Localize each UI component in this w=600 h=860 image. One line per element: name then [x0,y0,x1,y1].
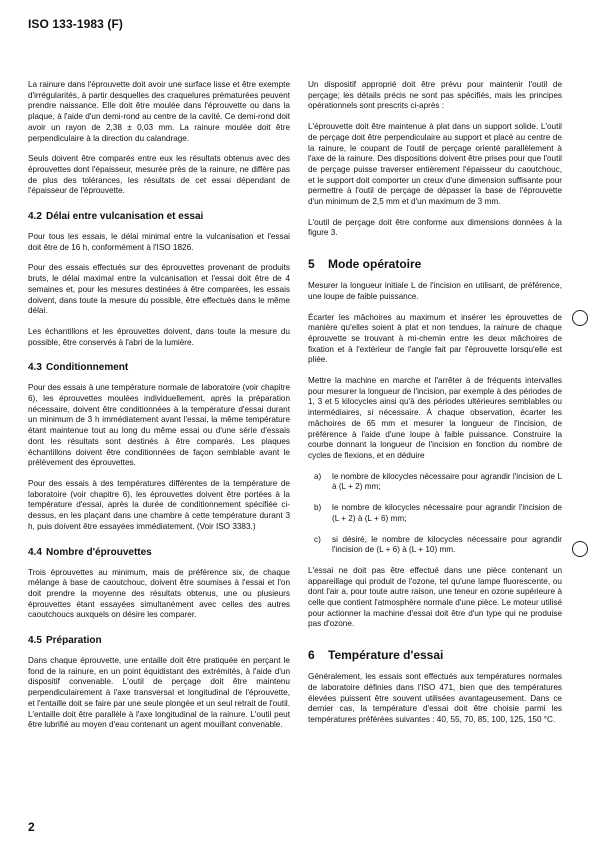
paragraph: Un dispositif approprié doit être prévu pour maintenir l'outil de perçage; les détails précis ne sont pas spécifiés, mais les principes opérationnels sont prescrits ci-après : [308,80,562,111]
paragraph: Pour des essais effectués sur des éprouvettes provenant de produits bruts, le délai maximal entre la vulcanisation et l'essai doit être de 4 semaines et, pour les mesures destinées à être comparées, les essais doivent, dans toute la mesure du possible, être effectués dans le même délai. [28,263,290,316]
list-text: si désiré, le nombre de kilocycles nécessaire pour agrandir l'incision de (L + 6) à (L + 10) mm. [332,534,562,555]
paragraph: Les échantillons et les éprouvettes doivent, dans toute la mesure du possible, être conservés à l'abri de la lumière. [28,326,290,347]
punch-hole-icon [572,310,588,326]
section-title: Nombre d'éprouvettes [46,546,152,558]
section-heading-5 [308,257,562,271]
section-number: 5 [308,257,315,272]
paragraph: Seuls doivent être comparés entre eux les résultats obtenus avec des éprouvettes dont l'épaisseur, mesurée près de la rainure, ne diffère pas de plus des tolérances, les résultats de cet essai dépendant de l'épaisseur de l'éprouvette. [28,154,290,196]
section-heading-6 [308,648,562,662]
section-title: Délai entre vulcanisation et essai [46,211,204,223]
paragraph: Trois éprouvettes au minimum, mais de préférence six, de chaque mélange à base de caoutchouc, doivent être soumises à l'essai et l'on doit prendre la moyenne des résultats obtenus, une ou plusieurs éprouvettes étant essayées simultanément avec celles des autres caoutchoucs auxquels on désire les comparer. [28,567,290,620]
page-number: 2 [28,820,35,834]
list-marker: b) [314,503,322,513]
paragraph: Écarter les mâchoires au maximum et insérer les éprouvettes de manière qu'elles soient à plat et non tendues, la rainure de chaque éprouvette se trouvant à mi-chemin entre les deux mâchoires de fixation et à l'extérieur de l'angle fait par l'éprouvette lorsqu'elle est pliée. [308,312,562,365]
section-number: 4.3 [28,362,42,374]
list-text: le nombre de kilocycles nécessaire pour agrandir l'incision de L à (L + 2) mm; [332,471,562,492]
section-number: 4.2 [28,211,42,223]
list-marker: a) [314,471,322,481]
paragraph: Généralement, les essais sont effectués aux températures normales de laboratoire définies dans l'ISO 471, bien que des températures élevées puissent être souvent utilisées avantageusement. Dans ce dernier cas, la température d'essai doit être choisie parmi les températures préférées suivantes : 40, 55, 70, 85, 100, 125, 150 °C. [308,672,562,724]
list-item-a [308,472,562,493]
section-title: Mode opératoire [328,257,422,272]
punch-hole-icon [572,541,588,557]
list-marker: c) [314,534,321,544]
paragraph: L'essai ne doit pas être effectué dans une pièce contenant un appareillage qui produit de l'ozone, tel qu'une lampe fluorescente, ou dont l'air a, pour toute autre raison, une teneur en ozone supérieure à celle que contient l'atmosphère normale d'une pièce. Le moteur utilisé pour actionner la machine d'essai doit être d'un type qui ne produise pas d'ozone. [308,565,562,629]
section-heading-4-5 [28,635,290,647]
paragraph: La rainure dans l'éprouvette doit avoir une surface lisse et être exempte d'irrégularités, à partir desquelles des craquelures prématurées peuvent prendre naissance. Elle doit être moulée dans l'éprouvette ou dans la plaque, à l'aide d'un demi-rond au centre de la cavité. Ce demi-rond doit avoir un rayon de 2,38 ± 0,03 mm. La rainure moulée doit être perpendiculaire à la direction du calandrage. [28,80,290,143]
paragraph: Pour des essais à une température normale de laboratoire (voir chapitre 6), les éprouvettes moulées individuellement, après la préparation nécessaire, doivent être conditionnées à la température d'essai durant un minimum de 3 h immédiatement avant l'essai, la même température étant maintenue tout au long du même essai ou d'une série d'essais dont les résultats sont destinés à être comparés. Les plaques échantillons doivent être conditionnées de façon semblable avant le prélèvement des éprouvettes. [28,383,290,468]
section-heading-4-3 [28,362,290,374]
section-heading-4-2 [28,211,290,223]
paragraph: Pour tous les essais, le délai minimal entre la vulcanisation et l'essai doit être de 16 h, conformément à l'ISO 1826. [28,232,290,252]
paragraph: Mettre la machine en marche et l'arrêter à de fréquents intervalles pour mesurer la longueur de l'incision, par exemple à des périodes de 1, 3 et 5 kilocycles ainsi qu'à des périodes ultérieures semblables ou intermédiaires, si nécessaire. À chaque observation, écarter les mâchoires de 65 mm et mesurer la longueur de l'incision, de préférence à l'aide d'une loupe à faible puissance. Construire la courbe donnant la longueur de l'incision en fonction du nombre de cycles de flexions, et en déduire [308,376,562,460]
section-title: Préparation [46,635,102,647]
paragraph: Pour des essais à des températures différentes de la température de laboratoire (voir chapitre 6), les éprouvettes doivent être portées à la température d'essai, après la durée de conditionnement spécifiée ci-dessus, en les plaçant dans une chambre à cette température durant 3 h, puis doivent être essayées immédiatement. (Voir ISO 3383.) [28,478,290,531]
paragraph: Mesurer la longueur initiale L de l'incision en utilisant, de préférence, une loupe de faible puissance. [308,281,562,301]
left-column [28,80,290,741]
section-title: Conditionnement [46,362,129,374]
list-item-c [308,535,562,556]
paragraph: Dans chaque éprouvette, une entaille doit être pratiquée en perçant le fond de la rainure, en un point équidistant des extrémités, à l'aide d'un dispositif convenable. L'outil de perçage doit être maintenu perpendiculairement à l'axe transversal et longitudinal de l'éprouvette, et l'entaille doit se faire par une seule plongée et un seul retrait de l'outil. L'entaille doit être parallèle à l'axe longitudinal de la rainure. L'outil peut être lubrifié au moyen d'eau contenant un agent mouillant convenable. [28,656,290,730]
section-number: 4.5 [28,635,42,647]
document-header: ISO 133-1983 (F) [28,17,123,31]
section-title: Température d'essai [328,648,444,663]
section-heading-4-4 [28,547,290,559]
section-number: 4.4 [28,546,42,558]
paragraph: L'éprouvette doit être maintenue à plat dans un support solide. L'outil de perçage doit être perpendiculaire au support et placé au centre de la rainure, le coupant de l'outil de perçage orienté parallèlement à l'axe de la rainure. Des dispositions doivent être prises pour que l'outil de perçage puisse traverser entièrement l'épaisseur du caoutchouc, et le support doit comporter un creux d'une dimension suffisante pour permettre à l'outil de perçage de dépasser la base de l'éprouvette d'un minimum de 2,5 mm et d'un maximum de 3 mm. [308,122,562,207]
list-text: le nombre de kilocycles nécessaire pour agrandir l'incision de (L + 2) à (L + 6) mm; [332,503,562,523]
right-column [308,80,562,736]
section-number: 6 [308,648,315,663]
list-item-b [308,503,562,524]
paragraph: L'outil de perçage doit être conforme aux dimensions données à la figure 3. [308,217,562,238]
